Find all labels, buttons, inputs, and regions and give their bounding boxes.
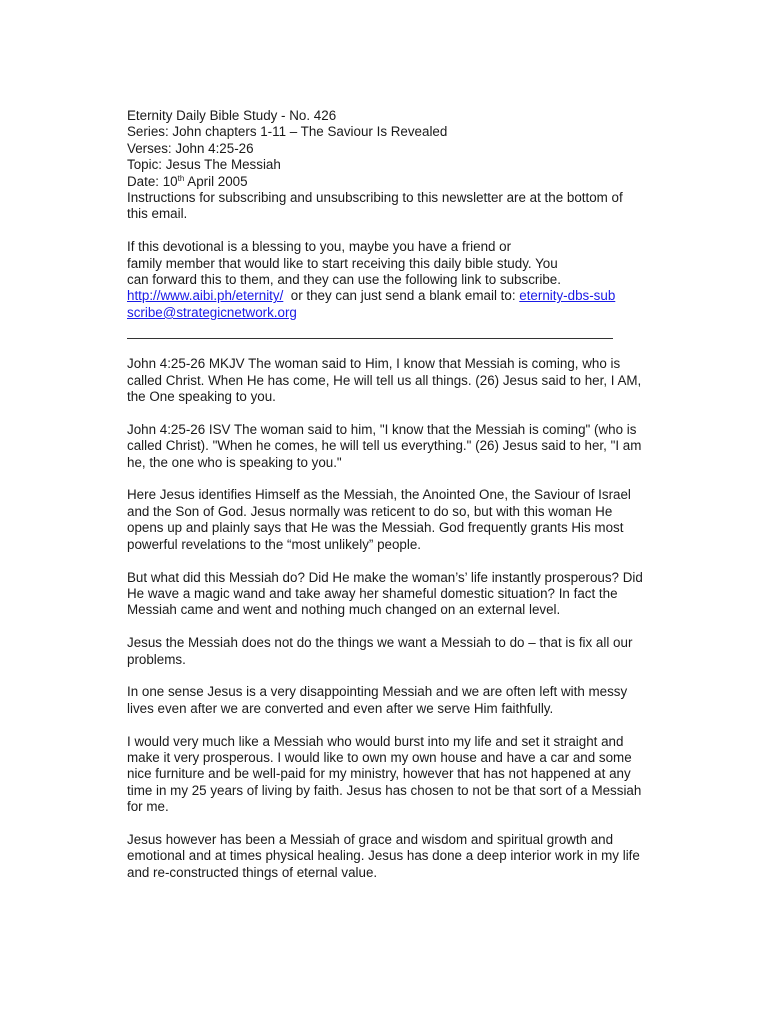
instructions-line: Instructions for subscribing and unsubscribing to this newsletter are at the bottom of this email. <box>127 190 623 222</box>
header-block <box>127 108 647 223</box>
intro-line-1: If this devotional is a blessing to you, maybe you have a friend or <box>127 239 512 255</box>
body-paragraph-2: But what did this Messiah do? Did He make the woman’s’ life instantly prosperous? Did He wave a magic wand and take away her shameful domestic situation? In fact the Messiah came and went and nothing much changed on an external level. <box>127 569 643 618</box>
newsletter-title: Eternity Daily Bible Study - No. 426 <box>127 108 337 123</box>
intro-mid-text: or they can just send a blank email to: <box>283 288 520 304</box>
body-paragraph-4: In one sense Jesus is a very disappointing Messiah and we are often left with messy lives even after we are converted and even after we serve Him faithfully. <box>127 684 628 716</box>
intro-line-3: can forward this to them, and they can use the following link to subscribe. <box>127 272 561 288</box>
date-ordinal: th <box>177 173 185 183</box>
intro-line-2: family member that would like to start receiving this daily bible study. You <box>127 255 558 271</box>
body-paragraph-3: Jesus the Messiah does not do the things we want a Messiah to do – that is fix all our problems. <box>127 635 633 667</box>
date-prefix: Date: 10 <box>127 173 178 189</box>
eternity-link[interactable]: http://www.aibi.ph/eternity/ <box>127 288 284 304</box>
divider-line <box>127 338 613 339</box>
date-suffix: April 2005 <box>184 173 248 189</box>
scripture-mkjv: John 4:25-26 MKJV The woman said to Him, I know that Messiah is coming, who is called Christ. When He has come, He will tell us all things. (26) Jesus said to her, I AM, the One speaking to you. <box>127 356 642 405</box>
topic-line: Topic: Jesus The Messiah <box>127 157 281 173</box>
email-content <box>127 108 647 898</box>
intro-block <box>127 239 647 321</box>
body-paragraph-6: Jesus however has been a Messiah of grace and wisdom and spiritual growth and emotional and at times physical healing. Jesus has done a deep interior work in my life and re-constructed things of eternal value. <box>127 831 640 880</box>
date-line <box>127 174 647 190</box>
series-line: Series: John chapters 1-11 – The Saviour Is Revealed <box>127 124 448 140</box>
scripture-isv: John 4:25-26 ISV The woman said to him, "I know that the Messiah is coming" (who is called Christ). "When he comes, he will tell us everything." (26) Jesus said to her, "I am he, the one who is speaking to you." <box>127 421 642 470</box>
subscribe-links <box>127 288 617 321</box>
body-paragraph-5: I would very much like a Messiah who would burst into my life and set it straight and make it very prosperous. I would like to own my own house and have a car and some nice furniture and be well-paid for my ministry, however that has not happened at any time in my 25 years of living by faith. Jesus has chosen to not be that sort of a Messiah for me. <box>127 733 642 815</box>
body-paragraph-1: Here Jesus identifies Himself as the Messiah, the Anointed One, the Saviour of Israel and the Son of God. Jesus normally was reticent to do so, but with this woman He opens up and plainly says that He was the Messiah. God frequently grants His most powerful revelations to the “most unlikely” people. <box>127 487 631 552</box>
verses-line: Verses: John 4:25-26 <box>127 140 254 156</box>
subscribe-email-link[interactable]: eternity-dbs-subscribe@strategicnetwork.org <box>127 288 616 320</box>
